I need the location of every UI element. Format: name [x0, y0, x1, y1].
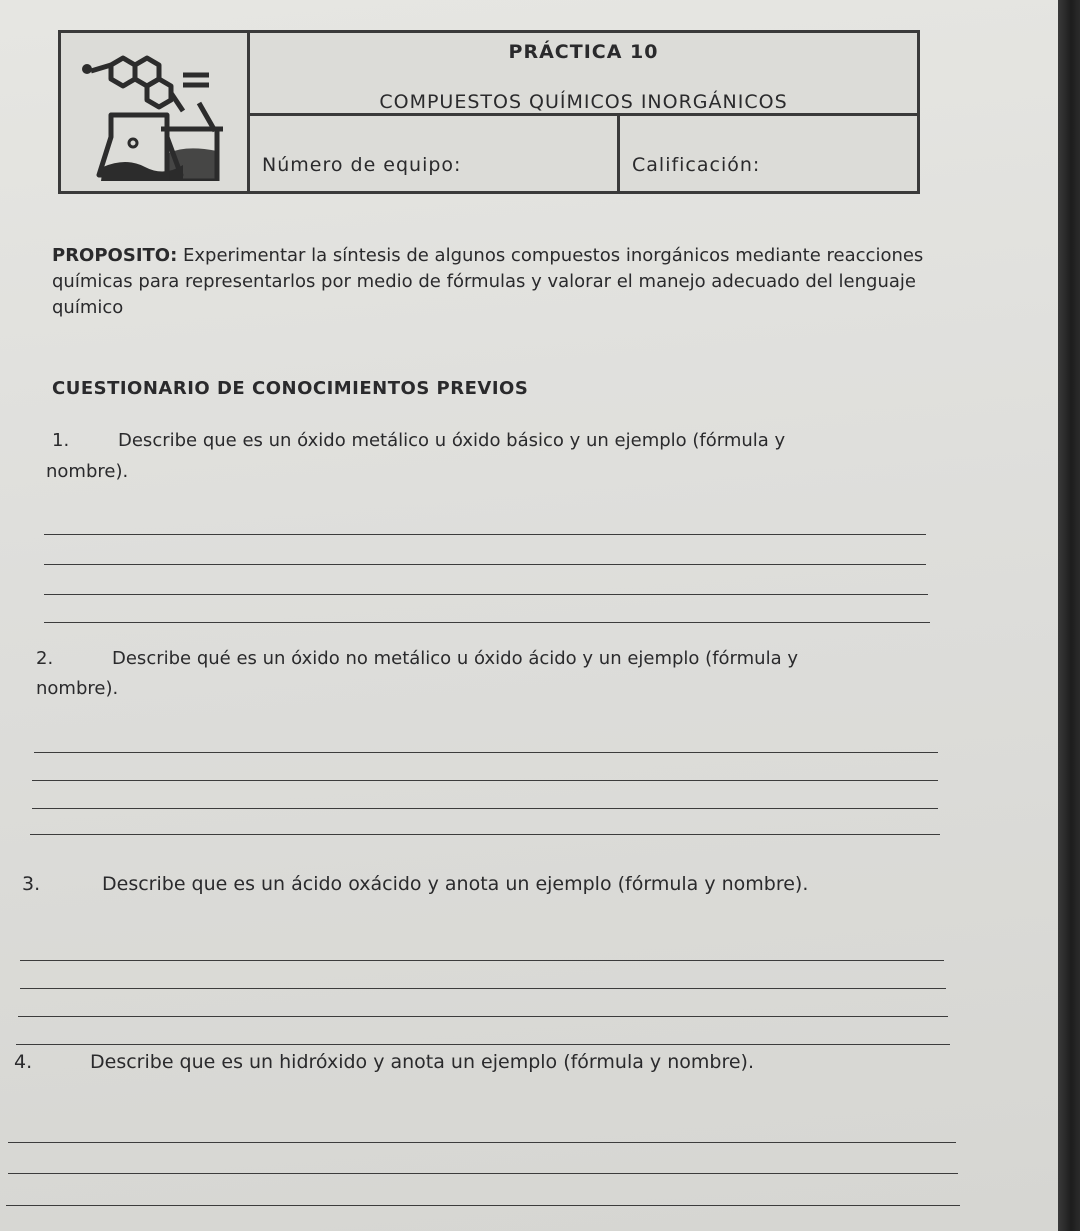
answer-line[interactable] — [34, 752, 938, 753]
question-3 — [22, 871, 942, 898]
answer-line[interactable] — [20, 960, 944, 961]
grade-label: Calificación: — [632, 154, 761, 176]
question-4 — [14, 1049, 944, 1076]
answer-line[interactable] — [16, 1044, 950, 1045]
answer-line[interactable] — [8, 1142, 956, 1143]
answer-line[interactable] — [44, 622, 930, 623]
answer-line[interactable] — [44, 534, 926, 535]
practice-title: COMPUESTOS QUÍMICOS INORGÁNICOS — [379, 91, 788, 113]
question-text: Describe que es un ácido oxácido y anota un ejemplo (fórmula y nombre). — [102, 873, 809, 895]
question-2-cont: nombre). — [36, 678, 119, 699]
header-table — [58, 30, 920, 194]
answer-line[interactable] — [44, 594, 928, 595]
purpose-text: Experimentar la síntesis de algunos compuestos inorgánicos mediante reacciones químicas para representarlos por medio de fórmulas y valorar el manejo adecuado del lenguaje químico — [52, 245, 924, 318]
answer-line[interactable] — [32, 808, 938, 809]
grade-field[interactable] — [620, 116, 917, 191]
background-edge — [1058, 0, 1080, 1231]
question-number: 2. — [36, 648, 54, 669]
purpose-label: PROPOSITO: — [52, 245, 178, 266]
question-text: Describe qué es un óxido no metálico u óxido ácido y un ejemplo (fórmula y — [112, 648, 798, 669]
answer-line[interactable] — [8, 1173, 958, 1174]
purpose-paragraph — [52, 243, 927, 321]
section-title: CUESTIONARIO DE CONOCIMIENTOS PREVIOS — [52, 378, 529, 399]
question-number: 1. — [52, 430, 70, 451]
title-cell — [250, 33, 917, 116]
practice-number: PRÁCTICA 10 — [508, 41, 659, 63]
question-number: 3. — [22, 873, 41, 895]
team-number-field[interactable] — [250, 116, 620, 191]
question-1 — [52, 427, 932, 454]
answer-line[interactable] — [32, 780, 938, 781]
question-text: Describe que es un óxido metálico u óxido básico y un ejemplo (fórmula y — [118, 430, 786, 451]
info-row — [250, 116, 917, 191]
question-text: Describe que es un hidróxido y anota un ejemplo (fórmula y nombre). — [90, 1051, 754, 1073]
answer-line[interactable] — [18, 1016, 948, 1017]
question-1-cont: nombre). — [46, 461, 129, 482]
logo-cell — [61, 33, 250, 191]
answer-line[interactable] — [30, 834, 940, 835]
question-number: 4. — [14, 1051, 33, 1073]
answer-line[interactable] — [44, 564, 926, 565]
answer-line[interactable] — [20, 988, 946, 989]
answer-line[interactable] — [6, 1205, 960, 1206]
team-number-label: Número de equipo: — [262, 154, 462, 176]
question-2 — [36, 645, 936, 672]
chemistry-lab-icon — [71, 41, 241, 181]
